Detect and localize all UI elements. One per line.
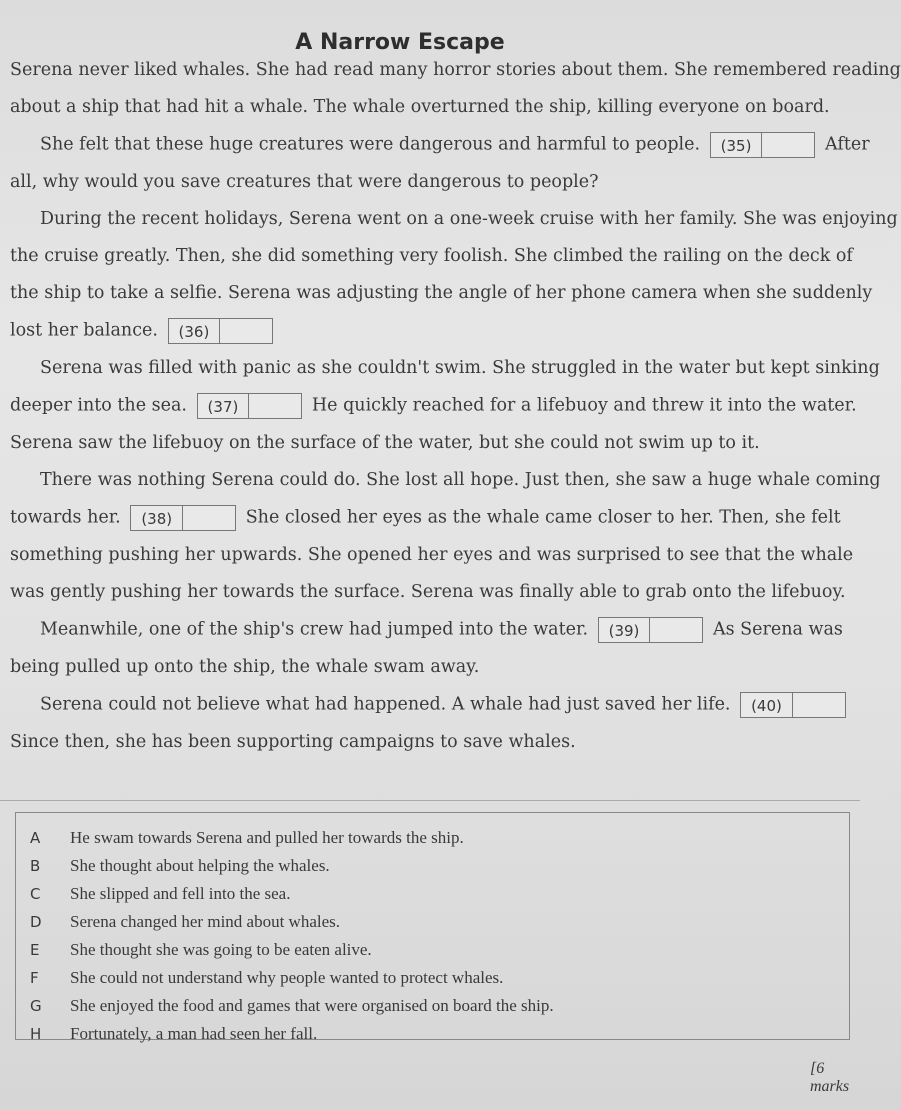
option-item: [30, 937, 849, 963]
passage-line: all, why would you save creatures that were dangerous to people?: [10, 172, 599, 192]
blank-number: (38): [131, 506, 183, 530]
options-box: [15, 812, 850, 1043]
option-letter: H: [30, 1025, 42, 1043]
option-letter: G: [30, 997, 42, 1015]
option-text: She enjoyed the food and games that were organised on board the ship.: [70, 996, 554, 1015]
passage-line: Serena was filled with panic as she couldn't swim. She struggled in the water but kept sinking: [40, 358, 880, 378]
passage-text: She closed her eyes as the whale came closer to her. Then, she felt: [245, 507, 841, 528]
option-text: She could not understand why people wanted to protect whales.: [70, 968, 504, 987]
passage-text: towards her.: [10, 507, 121, 528]
passage: [10, 58, 901, 767]
option-letter: F: [30, 969, 39, 987]
option-text: Serena changed her mind about whales.: [70, 912, 341, 931]
passage-text: As Serena was: [712, 619, 843, 640]
option-item: [30, 881, 849, 907]
option-item: [30, 825, 849, 851]
passage-line: the ship to take a selfie. Serena was adjusting the angle of her phone camera when she suddenly: [10, 283, 873, 303]
blank-number: (36): [169, 319, 221, 343]
passage-line: Serena never liked whales. She had read many horror stories about them. She remembered reading: [10, 60, 901, 80]
passage-text: Meanwhile, one of the ship's crew had jumped into the water.: [40, 619, 589, 640]
passage-line: was gently pushing her towards the surface. Serena was finally able to grab onto the lifebuoy.: [10, 582, 846, 602]
passage-line: [10, 393, 857, 419]
passage-line: the cruise greatly. Then, she did something very foolish. She climbed the railing on the deck of: [10, 246, 853, 266]
blank-number: (35): [711, 133, 763, 157]
answer-box[interactable]: [220, 319, 272, 343]
answer-box[interactable]: [793, 693, 845, 717]
option-item: [30, 909, 849, 935]
blank-37[interactable]: [197, 393, 303, 419]
option-text: Fortunately, a man had seen her fall.: [70, 1024, 318, 1043]
passage-text: lost her balance.: [10, 320, 158, 341]
blank-number: (39): [599, 618, 651, 642]
passage-line: [10, 692, 820, 718]
passage-line: Since then, she has been supporting campaigns to save whales.: [10, 732, 576, 752]
option-text: He swam towards Serena and pulled her towards the ship.: [70, 828, 464, 847]
passage-line: [10, 505, 841, 531]
blank-40[interactable]: [740, 692, 846, 718]
passage-line: There was nothing Serena could do. She lost all hope. Just then, she saw a huge whale coming: [40, 470, 881, 490]
option-text: She thought she was going to be eaten alive.: [70, 940, 372, 959]
answer-box[interactable]: [762, 133, 814, 157]
answer-box[interactable]: [249, 394, 301, 418]
option-item: [30, 853, 849, 879]
passage-line: [10, 617, 843, 643]
passage-line: [10, 132, 870, 158]
page-title: A Narrow Escape: [295, 30, 505, 55]
passage-line: [10, 318, 820, 344]
option-item: [30, 993, 849, 1019]
passage-text: She felt that these huge creatures were dangerous and harmful to people.: [40, 134, 701, 155]
option-text: She slipped and fell into the sea.: [70, 884, 291, 903]
option-letter: D: [30, 913, 42, 931]
blank-39[interactable]: [598, 617, 704, 643]
passage-text: deeper into the sea.: [10, 395, 187, 416]
passage-text: He quickly reached for a lifebuoy and threw it into the water.: [311, 395, 857, 416]
passage-line: being pulled up onto the ship, the whale swam away.: [10, 657, 480, 677]
passage-line: During the recent holidays, Serena went on a one-week cruise with her family. She was enjoying: [40, 209, 898, 229]
passage-line: Serena saw the lifebuoy on the surface of the water, but she could not swim up to it.: [10, 433, 760, 453]
answer-box[interactable]: [183, 506, 235, 530]
divider: [0, 800, 860, 801]
passage-text: After: [825, 134, 870, 155]
passage-text: Serena could not believe what had happened. A whale had just saved her life.: [40, 694, 731, 715]
blank-number: (37): [198, 394, 250, 418]
marks-label: [6 marks: [810, 1060, 850, 1095]
blank-38[interactable]: [130, 505, 236, 531]
option-letter: B: [30, 857, 41, 875]
option-letter: E: [30, 941, 40, 959]
blank-36[interactable]: [168, 318, 274, 344]
option-text: She thought about helping the whales.: [70, 856, 330, 875]
option-item: [30, 1021, 849, 1047]
option-letter: C: [30, 885, 41, 903]
option-item: [30, 965, 849, 991]
passage-line: about a ship that had hit a whale. The whale overturned the ship, killing everyone on board.: [10, 97, 830, 117]
passage-line: something pushing her upwards. She opened her eyes and was surprised to see that the whale: [10, 545, 854, 565]
option-letter: A: [30, 829, 41, 847]
answer-box[interactable]: [650, 618, 702, 642]
blank-35[interactable]: [710, 132, 816, 158]
blank-number: (40): [741, 693, 793, 717]
